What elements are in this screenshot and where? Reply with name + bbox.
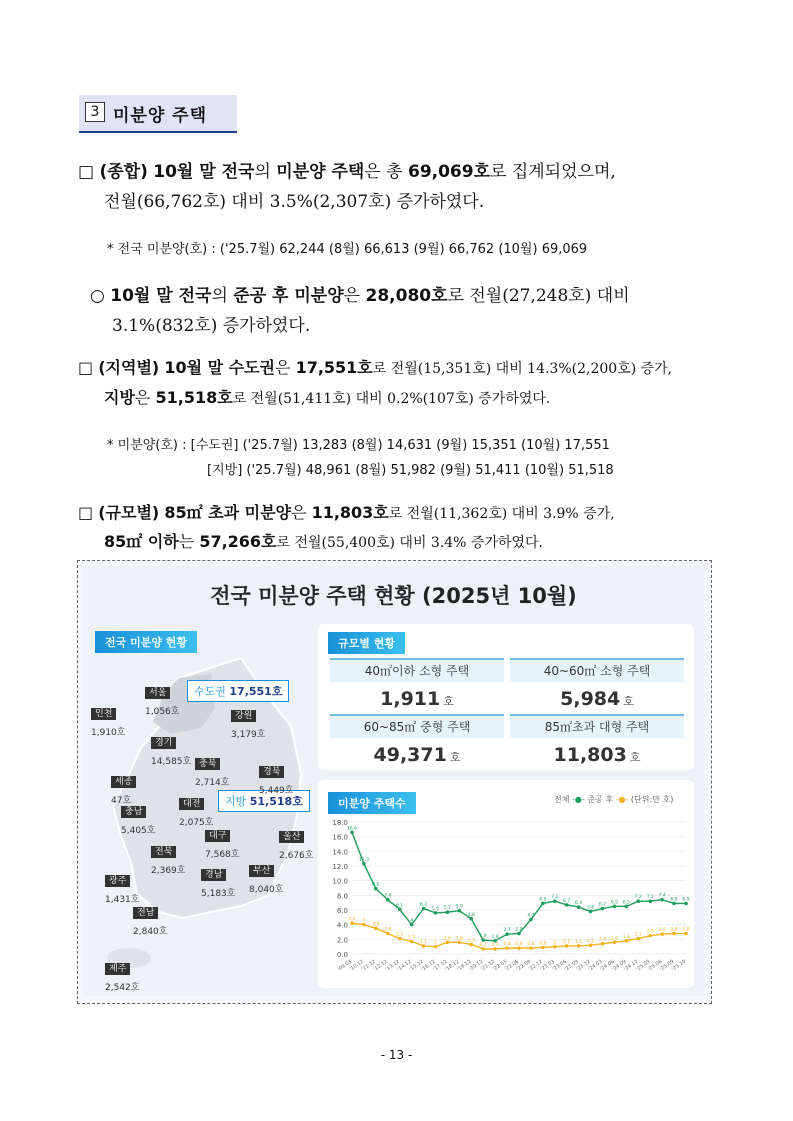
x-tick-label: '25.03	[635, 958, 652, 973]
data-label: 12.3	[358, 857, 369, 863]
data-label: 1.4	[598, 937, 607, 943]
page-number: - 13 -	[380, 1048, 413, 1062]
text: 은	[343, 286, 361, 306]
text: 로 집계되었으며,	[490, 162, 616, 182]
data-label: 2.1	[634, 932, 642, 938]
y-tick-label: 4.0	[336, 921, 348, 930]
infographic-panel	[77, 560, 712, 1004]
data-label: 6.2	[598, 902, 607, 908]
data-label: 2.8	[384, 927, 392, 933]
emph-text: 85㎡ 이하	[104, 532, 179, 551]
region-name: 인천	[91, 708, 116, 720]
size-unit: 호	[629, 751, 641, 764]
x-tick-label: '17.12	[432, 958, 449, 973]
size-value-row	[330, 682, 504, 716]
size-label: 85㎡초과 대형 주택	[510, 714, 684, 738]
data-label: 7.2	[646, 895, 654, 901]
data-label: 1.6	[455, 936, 463, 942]
region-name: 대전	[179, 798, 204, 810]
size-value: 49,371	[373, 744, 447, 766]
size-unit: 호	[443, 695, 454, 708]
region-value: 8,040호	[249, 885, 284, 895]
x-tick-label: '24.09	[611, 958, 628, 973]
x-tick-label: '23.12	[575, 958, 592, 973]
region-name: 경북	[259, 766, 284, 778]
text: 로 전월(11,362호) 대비 3.9% 증가,	[388, 506, 615, 522]
size-value: 5,984	[560, 688, 621, 710]
data-label: 2.8	[515, 927, 523, 933]
x-tick-label: '16.12	[420, 958, 437, 973]
y-tick-label: 12.0	[332, 863, 348, 871]
size-label: 40~60㎡ 소형 주택	[510, 658, 684, 682]
x-tick-label: '22.09	[515, 958, 533, 973]
note-regional-line1: * 미분양(호) : [수도권] ('25.7월) 13,283 (8월) 14,631 (9월) 15,351 (10월) 17,551	[107, 438, 610, 453]
size-cell-4	[510, 714, 684, 772]
region-jeonbuk	[151, 839, 185, 877]
region-gyeongbuk	[259, 759, 293, 797]
region-daegu	[205, 823, 239, 861]
x-tick-label: '21.12	[479, 958, 497, 973]
legend-total-marker: -●-	[572, 795, 585, 804]
x-tick-label: '25.09	[658, 958, 676, 973]
emph-number: 17,551호	[295, 358, 373, 377]
data-label: 4	[410, 918, 414, 924]
text: 로 전월(55,400호) 대비 3.4% 증가하였다.	[276, 535, 544, 551]
text: 의	[254, 162, 271, 182]
data-label: 4	[362, 918, 366, 924]
text: 은 총	[364, 162, 403, 182]
region-value: 1,056호	[145, 707, 180, 717]
paragraph-completed	[90, 281, 630, 311]
x-tick-label: '22.12	[527, 958, 545, 973]
capital-label: 수도권	[194, 685, 226, 698]
region-value: 5,449호	[259, 786, 294, 796]
y-tick-label: 16.0	[332, 833, 348, 842]
data-label: 3.5	[372, 922, 380, 928]
emph-number: 51,518호	[155, 388, 233, 407]
x-tick-label: '24.03	[587, 958, 604, 973]
x-tick-label: '25.10	[670, 958, 688, 973]
capital-total-box	[187, 680, 289, 702]
emph-text: 10월 말 전국	[110, 286, 212, 306]
paragraph-summary	[78, 157, 616, 187]
data-label: 2.5	[646, 929, 654, 935]
region-name: 서울	[145, 687, 170, 699]
bullet-square: □	[78, 358, 94, 377]
text: 로 전월(15,351호) 대비 14.3%(2,200호) 증가,	[372, 361, 673, 377]
tag-regional: (지역별)	[98, 358, 160, 377]
x-tick-label: '23.06	[551, 958, 568, 973]
infographic-title: 전국 미분양 주택 현황 (2025년 10월)	[210, 584, 577, 608]
text: 로 전월(51,411호) 대비 0.2%(107호) 증가하였다.	[232, 391, 551, 407]
y-tick-label: 10.0	[332, 877, 348, 886]
text: 은	[291, 503, 307, 522]
data-label: 7.2	[551, 895, 559, 901]
region-value: 1,910호	[91, 728, 126, 738]
infographic-inner	[83, 566, 704, 996]
x-tick-label: '10.12	[348, 958, 366, 973]
data-label: 0.8	[515, 942, 523, 948]
size-label: 40㎡이하 소형 주택	[330, 658, 504, 682]
data-label: 6.4	[575, 901, 583, 907]
x-tick-label: '12.12	[372, 958, 389, 973]
chart-card	[318, 780, 694, 988]
bullet-square: □	[78, 162, 95, 182]
emph-text: 10월 말 전국	[153, 162, 255, 182]
region-name: 전북	[151, 846, 176, 858]
data-label: 4.2	[348, 917, 356, 923]
data-label: 6.7	[563, 898, 571, 904]
size-unit: 호	[449, 751, 461, 764]
note-national: * 전국 미분양(호) : ('25.7월) 62,244 (8월) 66,613 (9월) 66,762 (10월) 69,069	[107, 242, 588, 257]
region-name: 경기	[151, 737, 176, 749]
y-tick-label: 6.0	[336, 907, 348, 915]
region-value: 3,179호	[231, 730, 266, 740]
data-label: 1	[434, 940, 437, 946]
x-tick-label: '15.12	[408, 958, 425, 973]
region-value: 2,676호	[279, 851, 314, 861]
text: 는	[178, 532, 195, 551]
data-label: 6.5	[610, 900, 619, 906]
data-label: 0.8	[503, 942, 511, 948]
text: 은	[275, 358, 291, 377]
region-name: 강원	[231, 710, 256, 722]
data-label: 0.9	[539, 941, 547, 947]
data-label: 1.8	[491, 934, 499, 940]
legend-total-label: 전체	[554, 795, 570, 804]
chart-tag: 미분양 주택수	[328, 792, 416, 814]
x-tick-label: '25.06	[646, 958, 664, 973]
x-tick-label: '22.06	[503, 958, 521, 973]
region-name: 광주	[105, 875, 130, 887]
region-chungnam	[121, 799, 155, 837]
text: 은	[134, 388, 151, 407]
data-label: 1.3	[467, 938, 475, 944]
data-label: 1.6	[610, 936, 619, 942]
data-label: 2.7	[658, 928, 666, 934]
region-value: 2,542호	[105, 983, 140, 993]
region-jeju	[105, 956, 139, 994]
emph-text: 85㎡ 초과 미분양	[164, 503, 291, 522]
section-title: 미분양 주택	[113, 106, 208, 126]
data-label: 5.7	[443, 906, 452, 912]
region-name: 대구	[205, 830, 230, 842]
local-value: 51,518호	[249, 795, 303, 808]
paragraph-size	[78, 498, 615, 529]
data-label: 8.9	[372, 882, 380, 888]
region-jeonnam	[133, 900, 167, 938]
legend-completed-marker: -●-	[615, 795, 629, 804]
emph-text: 10월 말 수도권	[164, 358, 275, 377]
region-value: 5,405호	[121, 826, 156, 836]
data-label: 5.6	[431, 906, 440, 912]
data-label: 5.8	[586, 905, 595, 911]
region-name: 세종	[111, 776, 136, 788]
size-value-row	[330, 738, 504, 772]
data-label: 0.8	[527, 942, 535, 948]
x-tick-label: '23.09	[563, 958, 580, 973]
region-chungbuk	[195, 751, 229, 789]
x-tick-label: '23.03	[539, 958, 556, 973]
data-label: 6.9	[670, 897, 678, 903]
x-tick-label: '09.03	[336, 958, 354, 973]
data-label: 4.8	[467, 912, 475, 918]
region-gangwon	[231, 703, 265, 741]
paragraph-completed-line2: 3.1%(832호) 증가하였다.	[112, 316, 311, 336]
paragraph-regional-line2	[104, 383, 550, 414]
data-label: 1.1	[419, 939, 428, 945]
map-tag: 전국 미분양 현황	[95, 631, 197, 653]
region-value: 2,714호	[195, 778, 230, 788]
size-value: 1,911	[380, 688, 441, 710]
size-value-row	[510, 738, 684, 772]
x-tick-label: '13.12	[384, 958, 401, 973]
data-label: 0.7	[479, 942, 487, 948]
size-value-row	[510, 682, 684, 716]
y-tick-label: 2.0	[336, 936, 348, 945]
data-label: 6.9	[539, 897, 547, 903]
size-value: 11,803	[553, 744, 627, 766]
line-chart	[318, 814, 694, 986]
region-value: 7,568호	[205, 850, 240, 860]
section-header	[79, 95, 237, 133]
size-cell-3	[330, 714, 504, 772]
x-tick-label: '18.12	[444, 958, 461, 973]
region-name: 울산	[279, 831, 304, 843]
data-label: 1.9	[479, 934, 487, 940]
data-label: 1.6	[443, 936, 452, 942]
data-label: 6.9	[682, 897, 690, 903]
size-unit: 호	[623, 695, 634, 708]
region-name: 경남	[201, 869, 226, 881]
region-value: 1,431호	[105, 895, 140, 905]
emph-number: 57,266호	[199, 532, 277, 551]
x-tick-label: '11.12	[360, 958, 378, 973]
region-name: 부산	[249, 865, 274, 877]
data-label: 2.8	[670, 927, 678, 933]
data-label: 6.1	[396, 903, 404, 909]
region-seoul	[145, 680, 179, 718]
capital-value: 17,551호	[229, 685, 283, 698]
paragraph-size-line2	[104, 527, 543, 558]
data-label: 7.4	[384, 893, 392, 899]
section-number: 3	[85, 102, 105, 122]
size-cell-2	[510, 658, 684, 716]
data-label: 16.6	[346, 826, 358, 832]
legend-completed-label: 준공 후	[587, 795, 614, 804]
y-tick-label: 8.0	[336, 892, 348, 901]
note-regional-line2: [지방] ('25.7월) 48,961 (8월) 51,982 (9월) 51,411 (10월) 51,518	[207, 463, 614, 478]
region-gyeongnam	[201, 862, 235, 900]
region-value: 2,075호	[179, 818, 214, 828]
region-name: 전남	[133, 907, 158, 919]
emph-number: 11,803호	[311, 503, 389, 522]
data-label: 1.8	[622, 934, 630, 940]
unit-note: (단위:만 호)	[630, 795, 674, 804]
bullet-circle: ○	[90, 286, 105, 306]
data-label: 1.1	[563, 939, 571, 945]
x-tick-label: '14.12	[396, 958, 413, 973]
data-label: 6.5	[622, 900, 630, 906]
region-gyeonggi	[151, 730, 191, 768]
bullet-square: □	[78, 503, 94, 522]
size-tag: 규모별 현황	[328, 632, 405, 654]
x-tick-label: '20.12	[468, 958, 485, 973]
text: 의	[211, 286, 228, 306]
data-label: 5.9	[455, 904, 463, 910]
emph-text: 준공 후 미분양	[233, 286, 344, 306]
paragraph-summary-line2: 전월(66,762호) 대비 3.5%(2,307호) 증가하였다.	[104, 192, 485, 212]
x-tick-label: '19.12	[456, 958, 473, 973]
data-label: 0.7	[491, 942, 499, 948]
data-label: 2.1	[396, 932, 404, 938]
emph-number: 69,069호	[407, 162, 491, 182]
region-value: 47호	[111, 796, 132, 806]
emph-text: 미분양 주택	[276, 162, 365, 182]
tag-summary: (종합)	[99, 162, 148, 182]
local-label: 지방	[225, 795, 247, 808]
y-tick-label: 14.0	[332, 848, 348, 857]
paragraph-regional	[78, 353, 672, 384]
region-value: 5,183호	[201, 889, 236, 899]
data-label: 1.7	[408, 935, 416, 941]
data-label: 7.4	[658, 893, 666, 899]
data-label: 1	[553, 940, 557, 946]
data-label: 1.2	[586, 939, 595, 945]
region-busan	[249, 858, 283, 896]
x-tick-label: '22.03	[491, 958, 509, 973]
region-incheon	[91, 701, 125, 739]
region-value: 2,840호	[133, 927, 168, 937]
text: 로 전월(27,248호) 대비	[447, 286, 630, 306]
size-card	[318, 624, 694, 770]
y-tick-label: 18.0	[332, 819, 348, 827]
data-label: 6.2	[419, 902, 428, 908]
data-label: 2.7	[503, 928, 511, 934]
region-name: 제주	[105, 963, 130, 975]
data-label: 4.7	[527, 913, 535, 919]
emph-text: 지방	[104, 388, 135, 407]
data-label: 1.1	[575, 939, 583, 945]
y-tick-label: 0.0	[336, 951, 348, 959]
data-label: 2.8	[682, 927, 690, 933]
region-name: 충북	[195, 758, 220, 770]
x-tick-label: '24.06	[599, 958, 616, 973]
tag-size: (규모별)	[98, 503, 160, 522]
region-value: 14,585호	[151, 757, 192, 767]
size-cell-1	[330, 658, 504, 716]
region-ulsan	[279, 824, 313, 862]
chart-legend	[554, 794, 673, 805]
data-label: 7.2	[634, 895, 642, 901]
size-label: 60~85㎡ 중형 주택	[330, 714, 504, 738]
region-name: 충남	[121, 806, 146, 818]
region-value: 2,369호	[151, 866, 186, 876]
emph-number: 28,080호	[365, 286, 448, 306]
x-tick-label: '24.12	[623, 958, 640, 973]
